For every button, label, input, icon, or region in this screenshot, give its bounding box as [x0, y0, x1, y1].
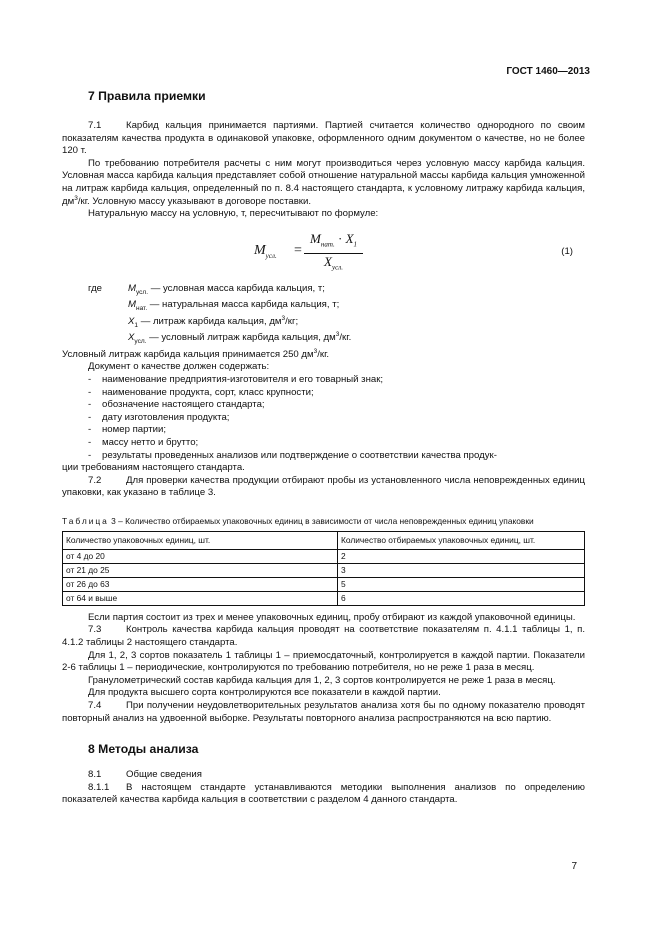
- table-header-cell: Количество упаковочных единиц, шт.: [63, 531, 338, 549]
- section-8-title: 8 Методы анализа: [88, 742, 199, 757]
- clause-number: 7.2: [88, 474, 102, 486]
- formula-number: (1): [561, 245, 573, 257]
- paragraph-7-1: [62, 120, 585, 158]
- clause-number: 7.4: [88, 700, 102, 712]
- list-item: - наименование продукта, сорт, класс крупности;: [88, 386, 314, 398]
- formula-1: [62, 230, 585, 273]
- paragraph-7-4: 7.4 При получении неудовлетворительных результатов анализа хотя бы по одному показателю проводят повторный анализ на удвоенной выборке. Результаты повторного анализа распространяются на всю партию.: [62, 700, 585, 724]
- standard-header: ГОСТ 1460—2013: [506, 66, 590, 77]
- paragraph-small-batch: Если партия состоит из трех и менее упаковочных единиц, пробу отбирают из каждой упаковочной единицы.: [88, 611, 576, 623]
- list-item: - наименование предприятия-изготовителя и его товарный знак;: [88, 373, 384, 385]
- list-item: - обозначение настоящего стандарта;: [88, 399, 265, 411]
- section-7-title: 7 Правила приемки: [88, 89, 206, 103]
- list-item: - результаты проведенных анализов или подтверждение о соответствии качества продук- ции требованиям настоящего стандарта.: [62, 449, 497, 474]
- table-cell: 2: [338, 549, 585, 563]
- clause-number: 7.3: [88, 624, 102, 636]
- page-content: [62, 88, 585, 807]
- legend-label: где: [88, 282, 103, 294]
- clause-number: 8.1: [88, 769, 102, 781]
- legend-row: $X_{усл.}$ — условный литраж карбида кальция, $дм^3/кг$.: [128, 331, 352, 346]
- table-cell: от 21 до 25: [63, 563, 338, 577]
- table-cell: от 64 и выше: [63, 591, 338, 605]
- formula-equals: =: [294, 242, 302, 258]
- formula-legend: [62, 283, 585, 349]
- paragraph-8-1: 8.1 Общие сведения: [88, 769, 202, 781]
- list-item: - дату изготовления продукта;: [88, 411, 230, 423]
- formula-numerator: $M_{нат.} \cdot X_1$: [304, 233, 363, 254]
- table-3: [62, 531, 585, 606]
- paragraph-7-2: 7.2 Для проверки качества продукции отбирают пробы из установленного числа неповрежденных единиц упаковки, как указано в таблице 3.: [62, 474, 585, 499]
- legend-row: $M_{усл.}$ — условная масса карбида кальция, т;: [128, 282, 325, 296]
- table-row: [63, 577, 585, 591]
- list-item: - номер партии;: [88, 424, 166, 436]
- table-header-cell: Количество отбираемых упаковочных единиц, шт.: [338, 531, 585, 549]
- paragraph-granulometry: Гранулометрический состав карбида кальция для 1, 2, 3 сортов контролируется не реже 1 раза в месяц.: [88, 674, 556, 686]
- paragraph-text: Карбид кальция принимается партиями. Партией считается количество однородного по своим показателям качества продукта в одинаковой упаковке, оформленного одним документом о качестве, но не более 120 т.: [62, 120, 585, 157]
- table-cell: 5: [338, 577, 585, 591]
- paragraph-conventional-mass: По требованию потребителя расчеты с ним могут производиться через условную массу карбида кальция. Условная масса карбида кальция представляет собой отношение натуральной массы карбида кальция умноженной на литраж карбида кальция, определенный по п. 8.4 настоящего стандарта, к условному литражу карбида кальция, $дм^3/кг$. Условную массу указывают в договоре поставки.: [62, 157, 585, 207]
- paragraph-quality-document: Документ о качестве должен содержать:: [88, 361, 270, 373]
- formula-denominator: $X_{усл.}$: [324, 253, 343, 272]
- table-row: [63, 591, 585, 605]
- table-header-row: [63, 531, 585, 549]
- table-row: [63, 549, 585, 563]
- formula-fraction: [304, 230, 363, 274]
- table-row: [63, 563, 585, 577]
- clause-number: 7.1: [88, 120, 102, 131]
- paragraph-top-grade: Для продукта высшего сорта контролируются все показатели в каждой партии.: [88, 687, 441, 699]
- clause-number: 8.1.1: [88, 781, 110, 793]
- table-cell: от 26 до 63: [63, 577, 338, 591]
- quality-document-list: [62, 374, 585, 475]
- legend-row: $X_1$ — литраж карбида кальция, $дм^3/кг$;: [128, 314, 299, 329]
- table-cell: от 4 до 20: [63, 549, 338, 563]
- list-item: - массу нетто и брутто;: [88, 436, 199, 448]
- table-cell: 6: [338, 591, 585, 605]
- paragraph-7-3: 7.3 Контроль качества карбида кальция проводят на соответствие показателям п. 4.1.1 таблицы 1, п. 4.1.2 таблицы 2 настоящего стандарта.: [62, 624, 585, 649]
- paragraph-grades: Для 1, 2, 3 сортов показатель 1 таблицы 1 – приемосдаточный, контролируется в каждой партии. Показатели 2-6 таблицы 1 – периодические, контролируются по требованию потребителя, но не реже 1 раза в месяц.: [62, 649, 585, 674]
- paragraph-formula-intro: Натуральную массу на условную, т, пересчитывают по формуле:: [88, 208, 379, 220]
- paragraph-8-1-1: 8.1.1 В настоящем стандарте устанавливаются методики выполнения анализов по определению показателей качества карбида кальция в соответствии с разделом 4 данного стандарта.: [62, 781, 585, 806]
- legend-row: $M_{нат.}$ — натуральная масса карбида кальция, т;: [128, 299, 340, 313]
- table-3-caption: Таблица 3 – Количество отбираемых упаковочных единиц в зависимости от числа неповрежденных единиц упаковки: [62, 515, 534, 526]
- paragraph-conventional-liter: Условный литраж карбида кальция принимается 250 $дм^3/кг$.: [62, 347, 330, 360]
- table-cell: 3: [338, 563, 585, 577]
- page-number: 7: [571, 861, 577, 872]
- formula-lhs: $M_{усл.}$: [254, 242, 277, 260]
